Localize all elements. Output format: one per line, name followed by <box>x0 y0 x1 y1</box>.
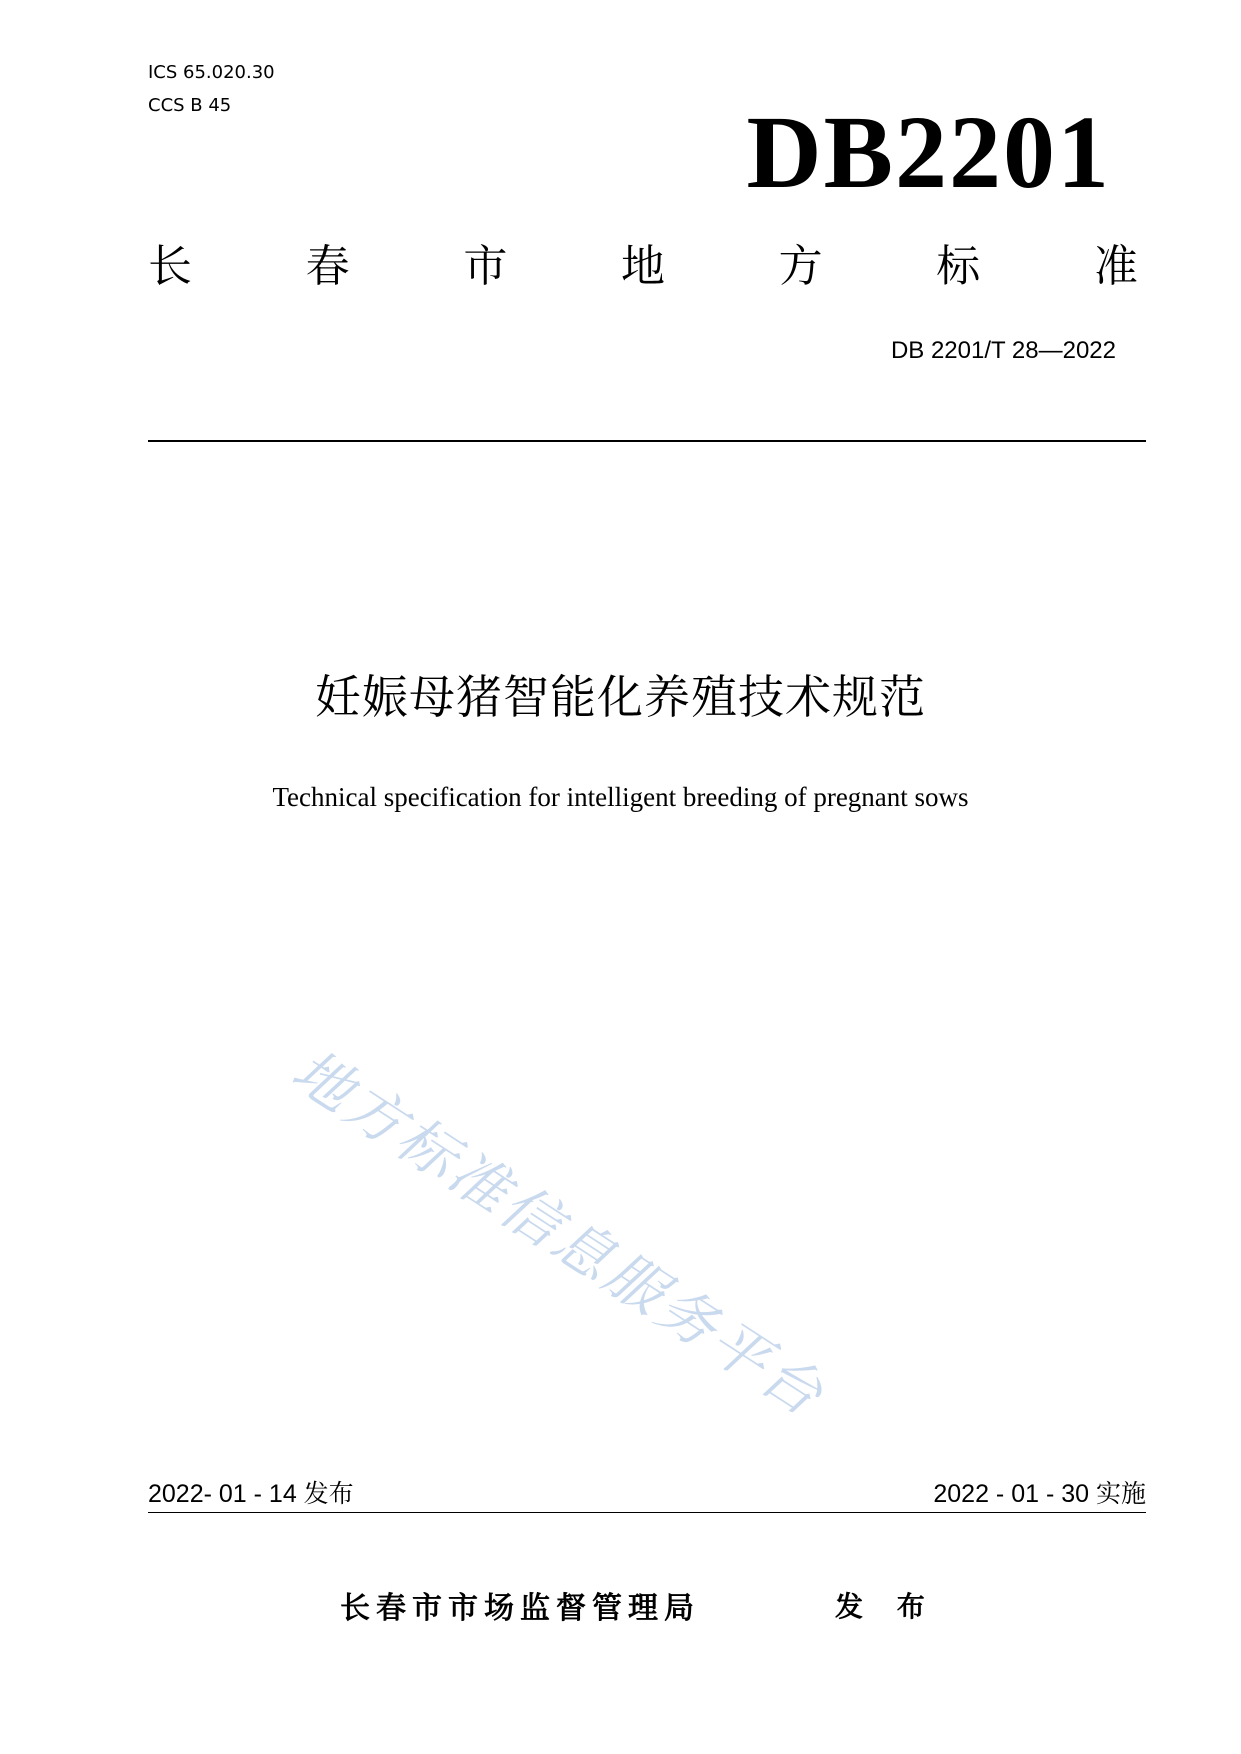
standard-type-char: 准 <box>1093 241 1138 292</box>
standard-type-char: 长 <box>148 241 192 292</box>
standard-logo: DB2201 <box>746 95 1111 210</box>
publish-date: 2022- 01 - 14 发布 <box>148 1480 354 1508</box>
publisher-name: 长春市市场监督管理局 <box>340 1591 700 1626</box>
standard-type-char: 市 <box>463 241 508 292</box>
publish-label: 发 布 <box>835 1590 937 1623</box>
standard-type-heading <box>148 240 1138 294</box>
footer-divider <box>148 1512 1146 1513</box>
ics-code: ICS 65.020.30 <box>148 62 275 83</box>
header-divider <box>148 440 1146 442</box>
standard-type-char: 标 <box>936 241 981 292</box>
document-title-english: Technical specification for intelligent breeding of pregnant sows <box>272 782 969 812</box>
standard-type-char: 春 <box>305 241 350 292</box>
ccs-code: CCS B 45 <box>148 95 232 116</box>
implementation-date: 2022 - 01 - 30 实施 <box>933 1480 1146 1508</box>
standard-type-char: 地 <box>620 241 665 292</box>
standard-type-char: 方 <box>778 241 823 292</box>
watermark: 地方标准信息服务平台 <box>280 1035 838 1431</box>
document-title-chinese: 妊娠母猪智能化养殖技术规范 <box>315 670 926 724</box>
standard-number: DB 2201/T 28—2022 <box>890 337 1116 364</box>
